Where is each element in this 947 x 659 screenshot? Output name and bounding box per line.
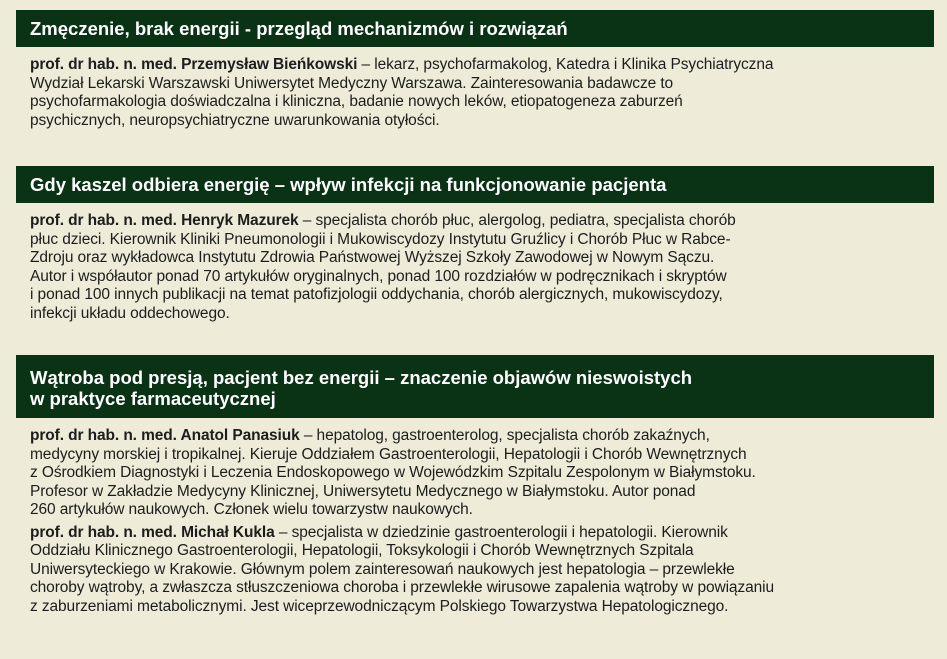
bio-line: Wydział Lekarski Warszawski Uniwersytet Medyczny Warszawa. Zainteresowania badawcze to xyxy=(30,74,674,92)
section-title-line: Wątroba pod presją, pacjent bez energii – znaczenie objawów nieswoistych xyxy=(30,366,693,388)
bio-line: Oddziału Klinicznego Gastroenterologii, Hepatologii, Toksykologii i Chorób Wewnętrznych Szpitala xyxy=(30,542,694,559)
bio-line: infekcji układu oddechowego. xyxy=(30,304,230,322)
section-title-line: w praktyce farmaceutycznej xyxy=(30,387,276,409)
speaker-bio xyxy=(16,212,934,323)
bio-line: psychicznych, neuropsychiatryczne uwarunkowania otyłości. xyxy=(30,111,440,129)
speaker-bio xyxy=(16,56,934,130)
bio-line: Profesor w Zakładzie Medycyny Klinicznej, Uniwersytetu Medycznego w Białymstoku. Autor ponad xyxy=(30,482,696,500)
bio-line: z Ośrodkiem Diagnostyki i Leczenia Endoskopowego w Wojewódzkim Szpitalu Zespolonym w Białymstoku. xyxy=(30,464,756,481)
section-cough xyxy=(16,166,934,323)
bio-line: Uniwersyteckiego w Krakowie. Głównym polem zainteresowań naukowych jest hepatologia – przewlekłe xyxy=(30,560,735,578)
speaker-name: prof. dr hab. n. med. Henryk Mazurek xyxy=(30,212,299,229)
bio-line: i ponad 100 innych publikacji na temat patofizjologii oddychania, chorób alergicznych, mukowiscydozy, xyxy=(30,286,723,303)
bio-line: prof. dr hab. n. med. Henryk Mazurek – specjalista chorób płuc, alergolog, pediatra, specjalista chorób xyxy=(30,212,736,229)
bio-line: prof. dr hab. n. med. Anatol Panasiuk – hepatolog, gastroenterolog, specjalista chorób zakaźnych, xyxy=(30,427,710,444)
bio-line: psychofarmakologia doświadczalna i kliniczna, badanie nowych leków, etiopatogeneza zaburzeń xyxy=(30,93,683,110)
speaker-name: prof. dr hab. n. med. Anatol Panasiuk xyxy=(30,427,300,444)
section-title xyxy=(16,355,934,418)
bio-line: Autor i współautor ponad 70 artykułów oryginalnych, ponad 100 rozdziałów w podręcznikach i skryptów xyxy=(30,267,727,285)
section-title: Zmęczenie, brak energii - przegląd mechanizmów i rozwiązań xyxy=(16,10,934,47)
bio-line: prof. dr hab. n. med. Przemysław Bieńkowski – lekarz, psychofarmakolog, Katedra i Klinika Psychiatryczna xyxy=(30,56,774,73)
section-fatigue xyxy=(16,10,934,130)
speaker-bio xyxy=(16,524,934,617)
bio-line: choroby wątroby, a zwłaszcza stłuszczeniowa choroba i przewlekłe wirusowe zapalenia wątroby w powiązaniu xyxy=(30,579,774,596)
bio-line: 260 artykułów naukowych. Członek wielu towarzystw naukowych. xyxy=(30,501,473,518)
speaker-name: prof. dr hab. n. med. Michał Kukla xyxy=(30,523,275,541)
bio-line: płuc dzieci. Kierownik Kliniki Pneumonologii i Mukowiscydozy Instytutu Gruźlicy i Chorób Płuc w Rabce- xyxy=(30,230,731,248)
bio-line: prof. dr hab. n. med. Michał Kukla – specjalista w dziedzinie gastroenterologii i hepatologii. Kierownik xyxy=(30,523,728,541)
section-title: Gdy kaszel odbiera energię – wpływ infekcji na funkcjonowanie pacjenta xyxy=(16,166,934,203)
speaker-name: prof. dr hab. n. med. Przemysław Bieńkowski xyxy=(30,56,358,73)
bio-line: Zdroju oraz wykładowca Instytutu Zdrowia Państwowej Wyższej Szkoły Zawodowej w Nowym Sączu. xyxy=(30,249,715,266)
bio-line: z zaburzeniami metabolicznymi. Jest wiceprzewodniczącym Polskiego Towarzystwa Hepatologicznego. xyxy=(30,597,729,615)
speaker-bio xyxy=(16,427,934,520)
bio-line: medycyny morskiej i tropikalnej. Kieruje Oddziałem Gastroenterologii, Hepatologii i Chorób Wewnętrznych xyxy=(30,445,747,463)
section-liver xyxy=(16,355,934,616)
